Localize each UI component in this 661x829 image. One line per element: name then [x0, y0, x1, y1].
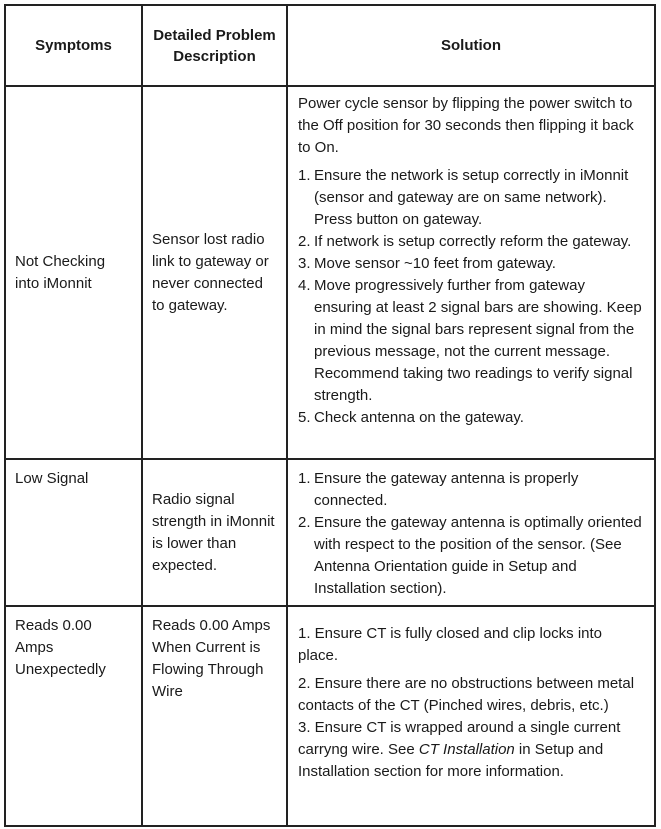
description-text: Radio signal strength in iMonnit is lower than expected.: [152, 490, 275, 574]
symptom-cell: [6, 460, 143, 605]
solution-item: 2. Ensure there are no obstructions between metal contacts of the CT (Pinched wires, debris, etc.): [298, 675, 635, 714]
symptom-text: Not Checking into iMonnit: [15, 252, 106, 292]
solution-cell: [288, 87, 654, 458]
header-description: Detailed Problem Description: [143, 6, 288, 85]
symptom-cell: [6, 607, 143, 825]
solution-step: 5. Check antenna on the gateway.: [298, 409, 524, 426]
solution-steps: [298, 165, 644, 429]
solution-cell: [288, 460, 654, 605]
solution-cell: [288, 607, 654, 825]
header-solution: Solution: [441, 37, 501, 54]
symptom-cell: [6, 87, 143, 458]
solution-step: 2. Ensure the gateway antenna is optimally oriented with respect to the position of the sensor. (See Antenna Orientation guide in Setup and Installation section).: [298, 514, 642, 597]
solution-step: 1. Ensure the network is setup correctly in iMonnit (sensor and gateway are on same network). Press button on gateway.: [298, 167, 629, 228]
description-cell: [143, 87, 288, 458]
description-text: Sensor lost radio link to gateway or never connected to gateway.: [152, 230, 269, 314]
solution-item: 3. Ensure CT is wrapped around a single current carryng wire. See CT Installation in Setup and Installation section for more information.: [298, 719, 621, 780]
symptom-text: Low Signal: [15, 470, 89, 487]
description-cell: [143, 607, 288, 825]
solution-step: 1. Ensure the gateway antenna is properly connected.: [298, 470, 579, 509]
solution-step: 2. If network is setup correctly reform the gateway.: [298, 233, 632, 250]
ct-installation-reference: CT Installation: [418, 741, 515, 758]
table-header-row: [6, 6, 654, 87]
table-row: [6, 607, 654, 825]
solution-step: 4. Move progressively further from gateway ensuring at least 2 signal bars are showing. Keep in mind the signal bars represent signal from the previous message, not the current message. Recommend taking two readings to verify signal strength.: [298, 277, 642, 404]
solution-step: 3. Move sensor ~10 feet from gateway.: [298, 255, 556, 272]
solution-intro: Power cycle sensor by flipping the power switch to the Off position for 30 seconds then flipping it back to On.: [298, 95, 634, 156]
troubleshooting-table: [4, 4, 656, 827]
description-text: Reads 0.00 Amps When Current is Flowing Through Wire: [152, 617, 271, 700]
table-row: [6, 460, 654, 607]
solution-item: 1. Ensure CT is fully closed and clip locks into place.: [298, 625, 603, 664]
solution-steps: [298, 468, 644, 600]
symptom-text: Reads 0.00 Amps Unexpectedly: [15, 617, 106, 678]
table-row: [6, 87, 654, 460]
header-symptoms: Symptoms: [6, 6, 143, 85]
description-cell: [143, 460, 288, 605]
